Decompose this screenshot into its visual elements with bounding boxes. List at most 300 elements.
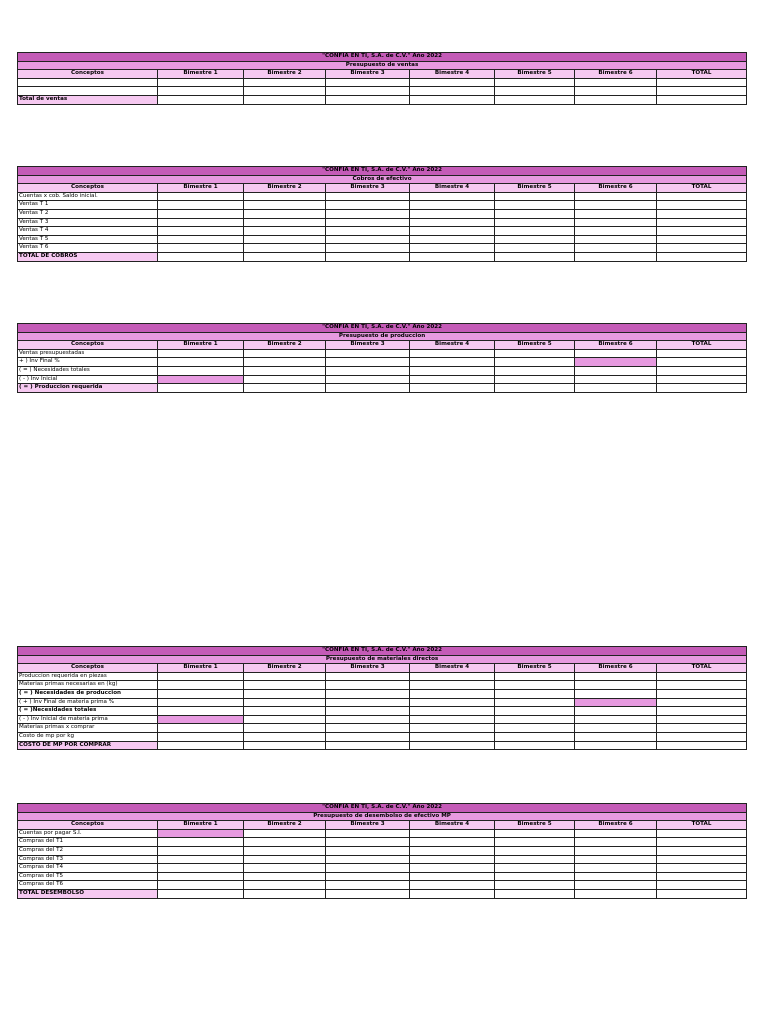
- row-label: TOTAL DE COBROS: [18, 252, 158, 261]
- table-row: [18, 209, 747, 218]
- row-label: Materias primas necesarias en (kg): [18, 681, 158, 690]
- value-cell[interactable]: [244, 881, 326, 890]
- row-label: Ventas T 1: [18, 201, 158, 210]
- value-cell[interactable]: [657, 829, 747, 838]
- value-cell[interactable]: [158, 227, 244, 236]
- value-cell[interactable]: [158, 235, 244, 244]
- value-cell[interactable]: [657, 855, 747, 864]
- company-title: "CONFIA EN TI, S.A. de C.V." Año 2022: [18, 804, 747, 813]
- value-cell[interactable]: [326, 209, 410, 218]
- value-cell[interactable]: [244, 192, 326, 201]
- value-cell[interactable]: [410, 375, 495, 384]
- value-cell[interactable]: [326, 864, 410, 873]
- title-row: [18, 324, 747, 333]
- value-cell[interactable]: [657, 724, 747, 733]
- value-cell[interactable]: [657, 95, 747, 104]
- value-cell[interactable]: [495, 846, 575, 855]
- column-header: Bimestre 1: [158, 821, 244, 830]
- value-cell[interactable]: [495, 724, 575, 733]
- value-cell[interactable]: [158, 864, 244, 873]
- value-cell[interactable]: [495, 741, 575, 750]
- value-cell[interactable]: [575, 724, 657, 733]
- value-cell[interactable]: [657, 235, 747, 244]
- input-cell-highlight[interactable]: [575, 358, 657, 367]
- value-cell[interactable]: [575, 838, 657, 847]
- value-cell[interactable]: [495, 201, 575, 210]
- value-cell[interactable]: [410, 741, 495, 750]
- value-cell[interactable]: [244, 218, 326, 227]
- table-row: [18, 366, 747, 375]
- column-header: Bimestre 5: [495, 821, 575, 830]
- value-cell[interactable]: [495, 227, 575, 236]
- value-cell[interactable]: [657, 881, 747, 890]
- row-label: Compras del T3: [18, 855, 158, 864]
- value-cell[interactable]: [244, 78, 326, 87]
- value-cell[interactable]: [244, 724, 326, 733]
- column-header: Conceptos: [18, 341, 158, 350]
- value-cell[interactable]: [158, 855, 244, 864]
- value-cell[interactable]: [326, 838, 410, 847]
- row-label: Compras del T1: [18, 838, 158, 847]
- value-cell[interactable]: [410, 846, 495, 855]
- value-cell[interactable]: [158, 349, 244, 358]
- sheet-desembolso: [17, 803, 746, 899]
- value-cell[interactable]: [495, 707, 575, 716]
- value-cell[interactable]: [575, 201, 657, 210]
- column-header: Bimestre 3: [326, 341, 410, 350]
- row-label: Ventas T 5: [18, 235, 158, 244]
- value-cell[interactable]: [244, 201, 326, 210]
- value-cell[interactable]: [657, 698, 747, 707]
- value-cell[interactable]: [158, 244, 244, 253]
- value-cell[interactable]: [326, 95, 410, 104]
- value-cell[interactable]: [575, 872, 657, 881]
- value-cell[interactable]: [410, 715, 495, 724]
- row-label: + ) Inv Final %: [18, 358, 158, 367]
- value-cell[interactable]: [657, 244, 747, 253]
- value-cell[interactable]: [326, 732, 410, 741]
- value-cell[interactable]: [410, 889, 495, 898]
- value-cell[interactable]: [410, 881, 495, 890]
- value-cell[interactable]: [158, 838, 244, 847]
- value-cell[interactable]: [244, 235, 326, 244]
- value-cell[interactable]: [575, 78, 657, 87]
- input-cell-highlight[interactable]: [575, 698, 657, 707]
- table-desembolso-mp: [17, 803, 747, 899]
- value-cell[interactable]: [575, 715, 657, 724]
- column-header: Bimestre 3: [326, 184, 410, 193]
- column-header: TOTAL: [657, 70, 747, 79]
- value-cell[interactable]: [326, 889, 410, 898]
- value-cell[interactable]: [657, 252, 747, 261]
- table-row: [18, 698, 747, 707]
- value-cell[interactable]: [575, 384, 657, 393]
- value-cell[interactable]: [326, 235, 410, 244]
- value-cell[interactable]: [158, 78, 244, 87]
- value-cell[interactable]: [158, 698, 244, 707]
- value-cell[interactable]: [575, 855, 657, 864]
- value-cell[interactable]: [410, 235, 495, 244]
- table-row: [18, 252, 747, 261]
- value-cell[interactable]: [575, 366, 657, 375]
- value-cell[interactable]: [575, 209, 657, 218]
- value-cell[interactable]: [326, 707, 410, 716]
- value-cell[interactable]: [575, 829, 657, 838]
- value-cell[interactable]: [657, 846, 747, 855]
- subtitle-row: [18, 61, 747, 70]
- value-cell[interactable]: [326, 846, 410, 855]
- value-cell[interactable]: [326, 384, 410, 393]
- value-cell[interactable]: [575, 672, 657, 681]
- table-row: [18, 244, 747, 253]
- value-cell[interactable]: [657, 192, 747, 201]
- value-cell[interactable]: [244, 707, 326, 716]
- value-cell[interactable]: [575, 846, 657, 855]
- value-cell[interactable]: [326, 724, 410, 733]
- table-row: [18, 864, 747, 873]
- value-cell[interactable]: [495, 838, 575, 847]
- value-cell[interactable]: [326, 829, 410, 838]
- value-cell[interactable]: [244, 227, 326, 236]
- value-cell[interactable]: [158, 218, 244, 227]
- value-cell[interactable]: [244, 244, 326, 253]
- value-cell[interactable]: [657, 689, 747, 698]
- value-cell[interactable]: [495, 366, 575, 375]
- value-cell[interactable]: [244, 732, 326, 741]
- title-row: [18, 167, 747, 176]
- value-cell[interactable]: [410, 244, 495, 253]
- value-cell[interactable]: [158, 192, 244, 201]
- value-cell[interactable]: [244, 672, 326, 681]
- value-cell[interactable]: [326, 872, 410, 881]
- value-cell[interactable]: [410, 366, 495, 375]
- input-cell-highlight[interactable]: [158, 829, 244, 838]
- value-cell[interactable]: [158, 707, 244, 716]
- table-row: [18, 218, 747, 227]
- value-cell[interactable]: [410, 192, 495, 201]
- value-cell[interactable]: [244, 698, 326, 707]
- value-cell[interactable]: [657, 375, 747, 384]
- table-row: [18, 235, 747, 244]
- value-cell[interactable]: [158, 872, 244, 881]
- row-label: Produccion requerida en piezas: [18, 672, 158, 681]
- table-row: [18, 741, 747, 750]
- table-row: [18, 707, 747, 716]
- table-row: [18, 846, 747, 855]
- value-cell[interactable]: [495, 829, 575, 838]
- value-cell[interactable]: [158, 681, 244, 690]
- row-label: Ventas T 3: [18, 218, 158, 227]
- column-header: Bimestre 2: [244, 664, 326, 673]
- value-cell[interactable]: [657, 349, 747, 358]
- value-cell[interactable]: [495, 244, 575, 253]
- value-cell[interactable]: [158, 252, 244, 261]
- value-cell[interactable]: [326, 227, 410, 236]
- table-row: [18, 95, 747, 104]
- value-cell[interactable]: [410, 855, 495, 864]
- value-cell[interactable]: [410, 349, 495, 358]
- row-label: [18, 78, 158, 87]
- value-cell[interactable]: [495, 384, 575, 393]
- value-cell[interactable]: [495, 715, 575, 724]
- value-cell[interactable]: [244, 889, 326, 898]
- value-cell[interactable]: [244, 95, 326, 104]
- value-cell[interactable]: [326, 881, 410, 890]
- value-cell[interactable]: [410, 201, 495, 210]
- value-cell[interactable]: [244, 358, 326, 367]
- column-header: Bimestre 4: [410, 664, 495, 673]
- table-row: [18, 672, 747, 681]
- column-header: Conceptos: [18, 664, 158, 673]
- value-cell[interactable]: [158, 724, 244, 733]
- value-cell[interactable]: [575, 881, 657, 890]
- value-cell[interactable]: [410, 732, 495, 741]
- value-cell[interactable]: [410, 724, 495, 733]
- value-cell[interactable]: [410, 227, 495, 236]
- value-cell[interactable]: [575, 252, 657, 261]
- table-row: [18, 855, 747, 864]
- value-cell[interactable]: [575, 732, 657, 741]
- value-cell[interactable]: [244, 87, 326, 96]
- value-cell[interactable]: [495, 252, 575, 261]
- value-cell[interactable]: [657, 209, 747, 218]
- value-cell[interactable]: [158, 889, 244, 898]
- value-cell[interactable]: [657, 358, 747, 367]
- value-cell[interactable]: [158, 689, 244, 698]
- value-cell[interactable]: [244, 689, 326, 698]
- value-cell[interactable]: [657, 838, 747, 847]
- value-cell[interactable]: [326, 366, 410, 375]
- table-row: [18, 724, 747, 733]
- value-cell[interactable]: [495, 358, 575, 367]
- input-cell-highlight[interactable]: [158, 715, 244, 724]
- value-cell[interactable]: [244, 375, 326, 384]
- value-cell[interactable]: [410, 209, 495, 218]
- row-label: Costo de mp por kg: [18, 732, 158, 741]
- table-row: [18, 889, 747, 898]
- value-cell[interactable]: [158, 87, 244, 96]
- value-cell[interactable]: [244, 846, 326, 855]
- value-cell[interactable]: [244, 209, 326, 218]
- value-cell[interactable]: [326, 698, 410, 707]
- sheet-cobros: [17, 166, 746, 262]
- column-header: Bimestre 4: [410, 341, 495, 350]
- table-presupuesto-produccion: [17, 323, 747, 393]
- value-cell[interactable]: [495, 78, 575, 87]
- column-header: Bimestre 5: [495, 184, 575, 193]
- value-cell[interactable]: [326, 201, 410, 210]
- value-cell[interactable]: [244, 349, 326, 358]
- value-cell[interactable]: [410, 384, 495, 393]
- value-cell[interactable]: [410, 87, 495, 96]
- value-cell[interactable]: [326, 715, 410, 724]
- value-cell[interactable]: [244, 864, 326, 873]
- value-cell[interactable]: [326, 855, 410, 864]
- value-cell[interactable]: [410, 218, 495, 227]
- value-cell[interactable]: [657, 707, 747, 716]
- value-cell[interactable]: [495, 87, 575, 96]
- value-cell[interactable]: [495, 855, 575, 864]
- value-cell[interactable]: [326, 375, 410, 384]
- value-cell[interactable]: [244, 715, 326, 724]
- value-cell[interactable]: [244, 872, 326, 881]
- value-cell[interactable]: [158, 741, 244, 750]
- value-cell[interactable]: [495, 872, 575, 881]
- column-header: Conceptos: [18, 821, 158, 830]
- value-cell[interactable]: [410, 252, 495, 261]
- value-cell[interactable]: [495, 672, 575, 681]
- value-cell[interactable]: [575, 707, 657, 716]
- value-cell[interactable]: [326, 192, 410, 201]
- value-cell[interactable]: [575, 864, 657, 873]
- column-header: Bimestre 1: [158, 184, 244, 193]
- value-cell[interactable]: [158, 358, 244, 367]
- title-row: [18, 647, 747, 656]
- row-label: ( = ) Necesidades de produccion: [18, 689, 158, 698]
- value-cell[interactable]: [495, 375, 575, 384]
- value-cell[interactable]: [657, 732, 747, 741]
- value-cell[interactable]: [657, 87, 747, 96]
- value-cell[interactable]: [326, 681, 410, 690]
- value-cell[interactable]: [495, 218, 575, 227]
- value-cell[interactable]: [657, 681, 747, 690]
- value-cell[interactable]: [410, 698, 495, 707]
- value-cell[interactable]: [575, 889, 657, 898]
- value-cell[interactable]: [326, 689, 410, 698]
- value-cell[interactable]: [575, 218, 657, 227]
- value-cell[interactable]: [244, 384, 326, 393]
- value-cell[interactable]: [657, 872, 747, 881]
- column-header: Bimestre 1: [158, 664, 244, 673]
- value-cell[interactable]: [410, 838, 495, 847]
- value-cell[interactable]: [244, 366, 326, 375]
- value-cell[interactable]: [326, 244, 410, 253]
- value-cell[interactable]: [158, 846, 244, 855]
- value-cell[interactable]: [657, 741, 747, 750]
- column-header: TOTAL: [657, 341, 747, 350]
- value-cell[interactable]: [410, 681, 495, 690]
- value-cell[interactable]: [575, 95, 657, 104]
- value-cell[interactable]: [326, 741, 410, 750]
- column-header: Bimestre 2: [244, 70, 326, 79]
- value-cell[interactable]: [657, 889, 747, 898]
- value-cell[interactable]: [410, 689, 495, 698]
- value-cell[interactable]: [410, 672, 495, 681]
- value-cell[interactable]: [158, 366, 244, 375]
- value-cell[interactable]: [495, 95, 575, 104]
- value-cell[interactable]: [657, 78, 747, 87]
- value-cell[interactable]: [495, 349, 575, 358]
- value-cell[interactable]: [495, 881, 575, 890]
- value-cell[interactable]: [326, 87, 410, 96]
- value-cell[interactable]: [657, 864, 747, 873]
- value-cell[interactable]: [575, 192, 657, 201]
- value-cell[interactable]: [410, 95, 495, 104]
- value-cell[interactable]: [326, 78, 410, 87]
- value-cell[interactable]: [657, 366, 747, 375]
- value-cell[interactable]: [575, 227, 657, 236]
- value-cell[interactable]: [495, 889, 575, 898]
- value-cell[interactable]: [657, 715, 747, 724]
- value-cell[interactable]: [158, 95, 244, 104]
- value-cell[interactable]: [158, 384, 244, 393]
- table-row: [18, 732, 747, 741]
- value-cell[interactable]: [657, 672, 747, 681]
- value-cell[interactable]: [495, 681, 575, 690]
- value-cell[interactable]: [575, 87, 657, 96]
- value-cell[interactable]: [575, 681, 657, 690]
- value-cell[interactable]: [158, 732, 244, 741]
- value-cell[interactable]: [575, 349, 657, 358]
- value-cell[interactable]: [244, 855, 326, 864]
- value-cell[interactable]: [575, 689, 657, 698]
- value-cell[interactable]: [657, 218, 747, 227]
- value-cell[interactable]: [326, 349, 410, 358]
- sheet-produccion: [17, 323, 746, 393]
- value-cell[interactable]: [326, 252, 410, 261]
- value-cell[interactable]: [575, 244, 657, 253]
- table-row: [18, 201, 747, 210]
- value-cell[interactable]: [244, 838, 326, 847]
- value-cell[interactable]: [326, 218, 410, 227]
- value-cell[interactable]: [158, 201, 244, 210]
- column-header: Bimestre 4: [410, 184, 495, 193]
- table-subtitle: Presupuesto de materiales directos: [18, 655, 747, 664]
- value-cell[interactable]: [495, 209, 575, 218]
- value-cell[interactable]: [326, 358, 410, 367]
- value-cell[interactable]: [495, 864, 575, 873]
- value-cell[interactable]: [495, 235, 575, 244]
- value-cell[interactable]: [495, 698, 575, 707]
- value-cell[interactable]: [244, 741, 326, 750]
- value-cell[interactable]: [410, 829, 495, 838]
- value-cell[interactable]: [410, 864, 495, 873]
- value-cell[interactable]: [410, 358, 495, 367]
- column-header: Bimestre 4: [410, 821, 495, 830]
- value-cell[interactable]: [244, 252, 326, 261]
- column-header: Bimestre 6: [575, 341, 657, 350]
- value-cell[interactable]: [410, 872, 495, 881]
- value-cell[interactable]: [575, 375, 657, 384]
- value-cell[interactable]: [495, 689, 575, 698]
- value-cell[interactable]: [495, 192, 575, 201]
- row-label: Compras del T4: [18, 864, 158, 873]
- company-title: "CONFIA EN TI, S.A. de C.V." Año 2022: [18, 167, 747, 176]
- input-cell-highlight[interactable]: [158, 375, 244, 384]
- value-cell[interactable]: [244, 829, 326, 838]
- row-label: ( - ) Inv Inicial: [18, 375, 158, 384]
- value-cell[interactable]: [657, 227, 747, 236]
- row-label: Cuentas x cob. Saldo inicial.: [18, 192, 158, 201]
- value-cell[interactable]: [158, 881, 244, 890]
- value-cell[interactable]: [575, 235, 657, 244]
- subtitle-row: [18, 175, 747, 184]
- value-cell[interactable]: [326, 672, 410, 681]
- value-cell[interactable]: [657, 384, 747, 393]
- row-label: ( - ) Inv Inicial de materia prima: [18, 715, 158, 724]
- table-subtitle: Presupuesto de produccion: [18, 332, 747, 341]
- value-cell[interactable]: [657, 201, 747, 210]
- value-cell[interactable]: [575, 741, 657, 750]
- value-cell[interactable]: [244, 681, 326, 690]
- value-cell[interactable]: [410, 78, 495, 87]
- value-cell[interactable]: [158, 209, 244, 218]
- column-header: Conceptos: [18, 70, 158, 79]
- value-cell[interactable]: [495, 732, 575, 741]
- row-label: COSTO DE MP POR COMPRAR: [18, 741, 158, 750]
- value-cell[interactable]: [410, 707, 495, 716]
- value-cell[interactable]: [158, 672, 244, 681]
